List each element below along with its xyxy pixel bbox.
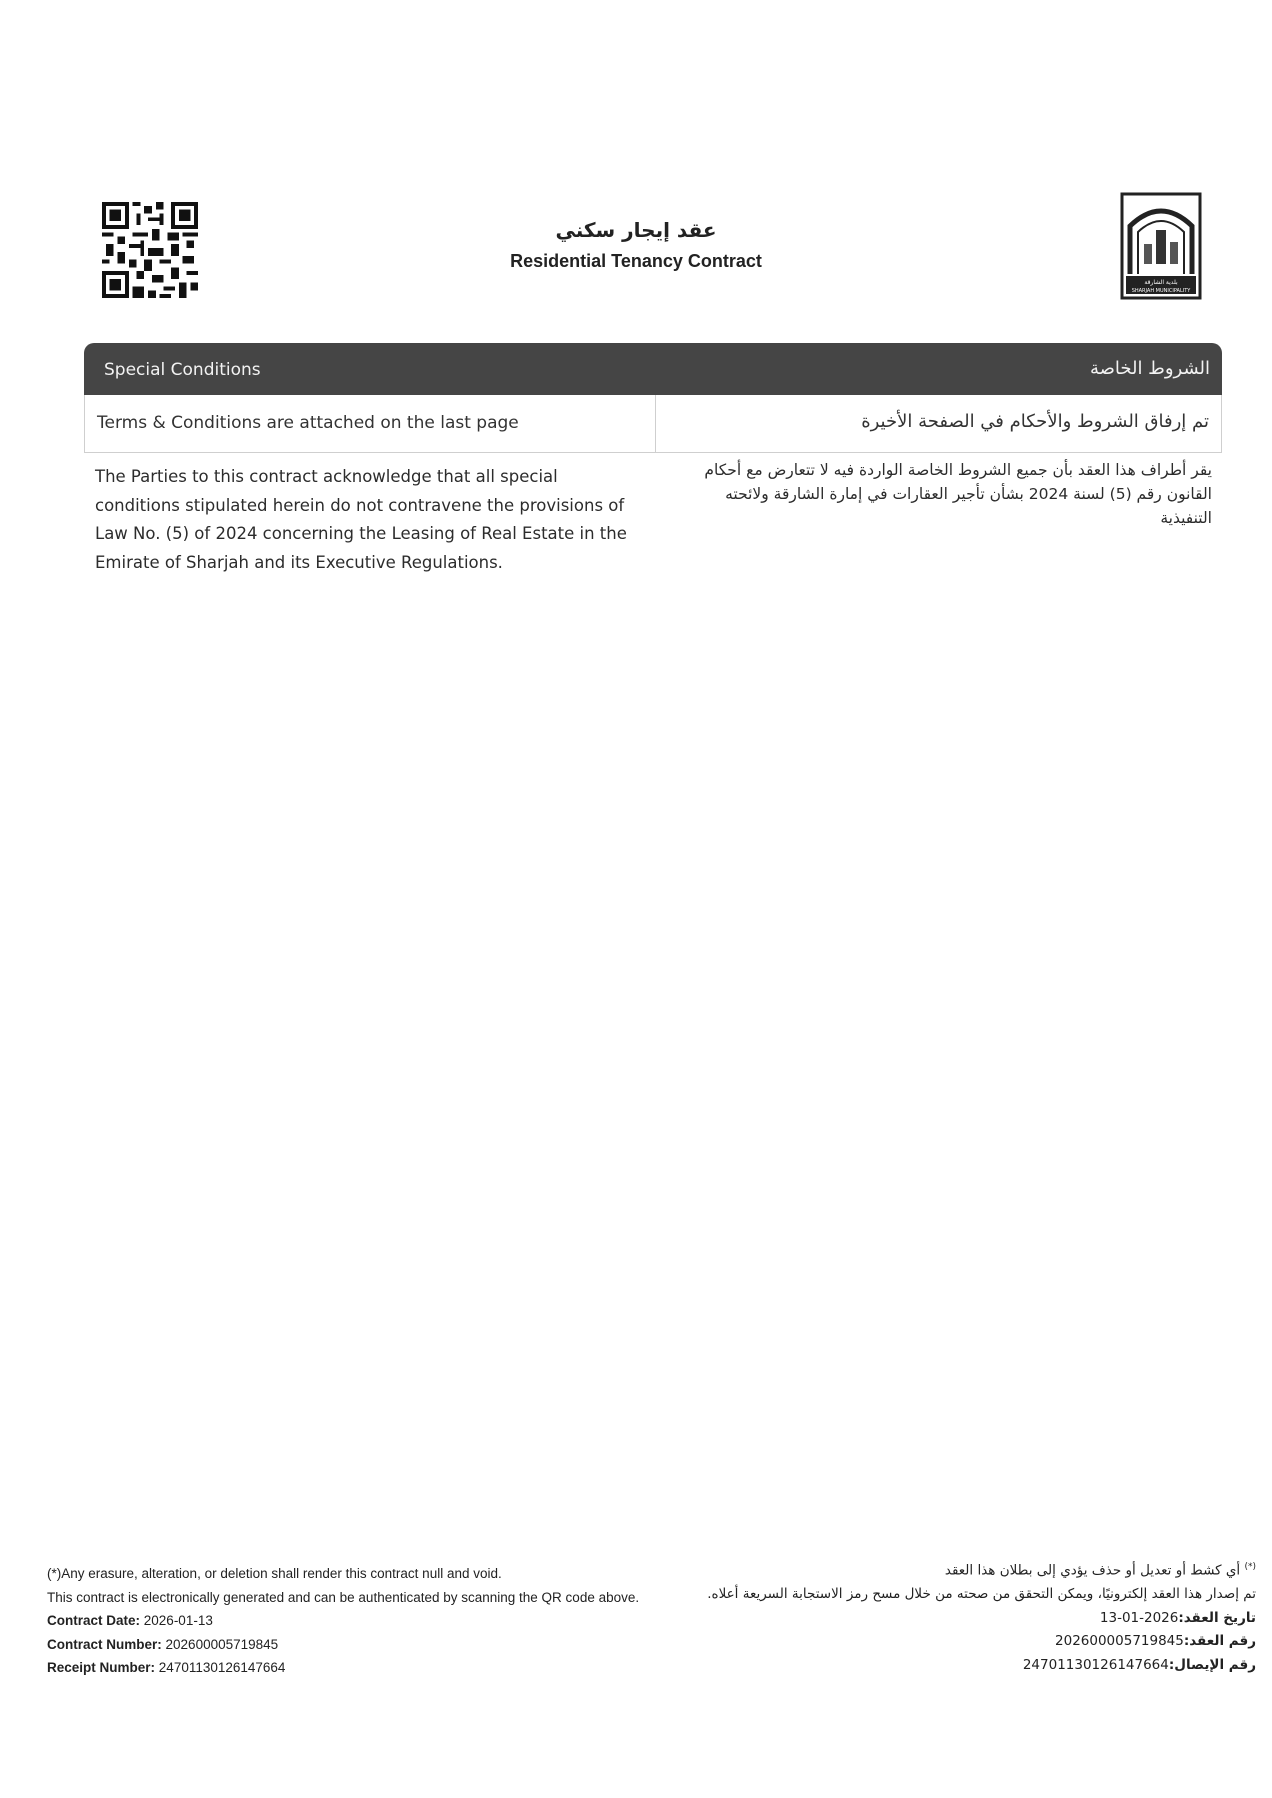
receipt-number-label-en: Receipt Number: [47,1660,156,1675]
terms-note-en: Terms & Conditions are attached on the last page [97,413,519,433]
contract-date-en [47,1609,667,1633]
contract-number-value-ar: 202600005719845 [1055,1633,1184,1649]
acknowledgement-en: The Parties to this contract acknowledge that all special conditions stipulated herein do not contravene the provisions of Law No. (5) of 2024 concerning the Leasing of Real Estate in the Emirate of Sharjah and its Executive Regulations. [95,467,627,572]
contract-number-ar [700,1630,1256,1654]
void-notice-ar-text: أي كشط أو تعديل أو حذف يؤدي إلى بطلان هذا العقد [944,1562,1241,1579]
contract-number-value-en: 202600005719845 [165,1636,279,1652]
contract-number-en [47,1633,667,1657]
column-divider [655,395,656,452]
receipt-number-ar [700,1654,1256,1678]
section-label-en: Special Conditions [104,360,261,380]
terms-row [84,395,1222,453]
receipt-number-label-ar: رقم الإيصال: [1168,1656,1256,1673]
authentication-note-en: This contract is electronically generated and can be authenticated by scanning the QR code above. [47,1589,640,1605]
document-title-en: Residential Tenancy Contract [510,251,762,271]
document-title-ar: عقد إيجار سكني [555,218,717,242]
qr-code [102,202,198,298]
void-notice-en: (*)Any erasure, alteration, or deletion shall render this contract null and void. [47,1566,502,1581]
contract-date-label-ar: تاريخ العقد: [1178,1609,1256,1626]
footer-en [47,1562,667,1680]
contract-date-ar [700,1607,1256,1631]
terms-note-ar: تم إرفاق الشروط والأحكام في الصفحة الأخيرة [861,411,1209,432]
section-label-ar: الشروط الخاصة [1089,358,1210,379]
special-conditions-header [84,343,1222,395]
contract-number-label-ar: رقم العقد: [1183,1633,1256,1649]
contract-number-label-en: Contract Number: [47,1636,162,1652]
contract-date-label-en: Contract Date: [47,1613,141,1628]
contract-date-value-en: 2026-01-13 [143,1613,213,1628]
receipt-number-en [47,1656,667,1680]
sharjah-municipality-logo [1120,192,1202,300]
authentication-note-ar: تم إصدار هذا العقد إلكترونيًا، ويمكن التحقق من صحته من خلال مسح رمز الاستجابة السريعة أعلاه. [707,1586,1256,1602]
footer-ar [700,1556,1256,1677]
contract-date-value-ar: 2026-01-13 [1099,1609,1179,1626]
receipt-number-value-en: 24701130126147664 [158,1660,286,1675]
receipt-number-value-ar: 24701130126147664 [1022,1656,1169,1673]
logo-text-en: SHARJAH MUNICIPALITY [1131,288,1191,294]
notice-mark-ar: (*) [1244,1562,1256,1572]
void-notice-ar [700,1556,1256,1583]
acknowledgement-ar: يقر أطراف هذا العقد بأن جميع الشروط الخاصة الواردة فيه لا تتعارض مع أحكام القانون رقم (5) لسنة 2024 بشأن تأجير العقارات في إمارة الشارقة ولائحته التنفيذية [704,461,1212,527]
logo-text-ar: بلدية الشارقة [1144,279,1178,286]
